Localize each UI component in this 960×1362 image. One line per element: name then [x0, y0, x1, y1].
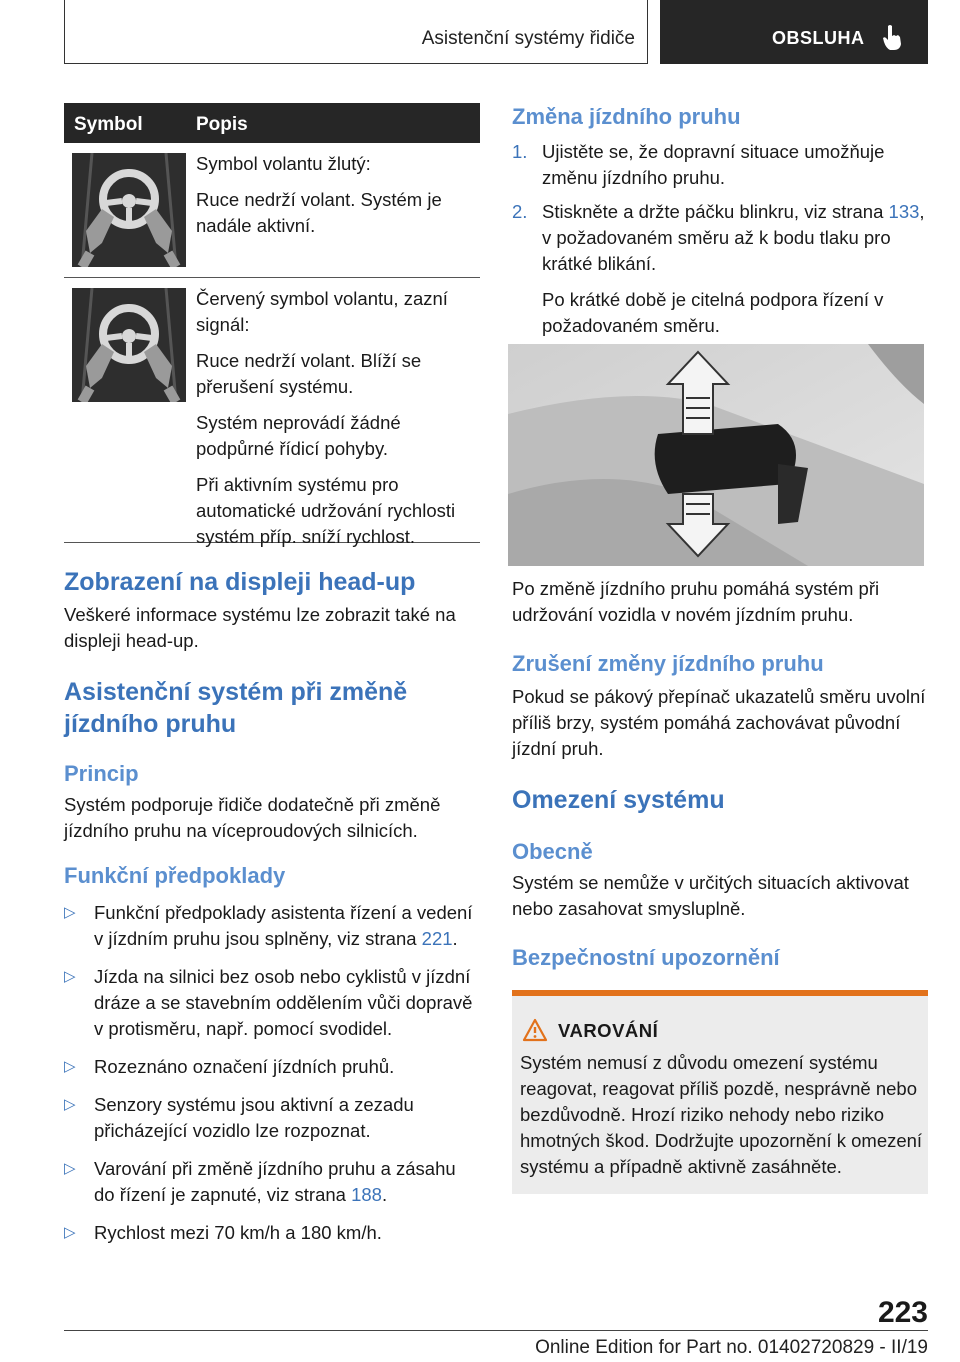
triangle-bullet-icon: ▷ [64, 904, 76, 921]
table-header-symbol: Symbol [74, 114, 143, 135]
triangle-bullet-icon: ▷ [64, 1058, 76, 1075]
step2-note: Po krátké době je citelná podpora řízení v požadovaném směru. [542, 289, 884, 336]
header-section-tab [660, 0, 928, 64]
header-left-box [64, 0, 648, 64]
page-ref-link[interactable]: 188 [351, 1184, 382, 1205]
row2-line1: Červený symbol volantu, zazní signál: [196, 288, 448, 335]
requirements-list [64, 900, 480, 1246]
hand-pointer-icon [882, 24, 904, 52]
row2-line3: Systém neprovádí žádné podpůrné řídicí pohyby. [196, 412, 401, 459]
steering-wheel-red-icon [72, 288, 186, 402]
after-text: Po změně jízdního pruhu pomáhá systém při udržování vozidla v novém jízdním pruhu. [512, 578, 880, 625]
lane-heading: Asistenční systém při změně jízdního pruhu [64, 678, 408, 738]
turn-signal-lever-image [508, 344, 924, 566]
list-item: ▷ Rychlost mezi 70 km/h a 180 km/h. [64, 1220, 480, 1246]
table-row [64, 143, 480, 278]
change-lane-section [512, 103, 926, 347]
list-item: 2. Stiskněte a držte páčku blinkru, viz strana 133, v požadovaném směru až k bodu tlaku pro krátké blikání. Po krátké době je citelná podpora řízení v požadovaném směru. [512, 199, 926, 339]
hud-text: Veškeré informace systému lze zobrazit také na displeji head-up. [64, 604, 456, 651]
page-number: 223 [877, 1296, 928, 1329]
list-item: ▷ Jízda na silnici bez osob nebo cyklistů v jízdní dráze a se stavebním oddělením vůči dopravě v protisměru, např. pomocí svodidel. [64, 966, 473, 1039]
warning-box [512, 990, 928, 1194]
requirements-heading: Funkční předpoklady [64, 863, 286, 888]
triangle-bullet-icon: ▷ [64, 968, 76, 985]
general-heading: Obecně [512, 839, 593, 864]
after-text-block [512, 576, 926, 972]
limits-heading: Omezení systému [512, 786, 725, 814]
page-ref-link[interactable]: 133 [888, 201, 920, 222]
table-header-description: Popis [196, 114, 248, 135]
footer-divider [64, 1330, 928, 1331]
hud-heading: Zobrazení na displeji head-up [64, 568, 416, 596]
triangle-bullet-icon: ▷ [64, 1224, 76, 1241]
footer-edition: Online Edition for Part no. 01402720829 - II/19 [535, 1337, 928, 1358]
principle-heading: Princip [64, 761, 139, 786]
table-row [64, 278, 480, 547]
symbol-table [64, 103, 480, 547]
row1-line2: Ruce nedrží volant. Systém je nadále aktivní. [196, 189, 442, 236]
warning-text: Systém nemusí z důvodu omezení systému reagovat, reagovat příliš pozdě, nesprávně nebo bezdůvodně. Hrozí riziko nehody nebo riziko hmotných škod. Dodržujte upozornění k omezení systému a případně aktivně zasáhněte. [520, 1052, 923, 1177]
warning-triangle-icon [522, 1018, 548, 1042]
row2-line2: Ruce nedrží volant. Blíží se přerušení systému. [196, 350, 422, 397]
list-item: ▷ Senzory systému jsou aktivní a zezadu přicházející vozidlo lze rozpoznat. [64, 1094, 414, 1141]
row1-line1: Symbol volantu žlutý: [196, 153, 371, 174]
cancel-text: Pokud se pákový přepínač ukazatelů směru uvolní příliš brzy, systém pomáhá zachovávat původní jízdní pruh. [512, 686, 926, 759]
table-header [64, 103, 480, 143]
page-ref-link[interactable]: 221 [421, 928, 453, 949]
triangle-bullet-icon: ▷ [64, 1160, 76, 1177]
steps-list [512, 139, 926, 339]
warning-title: VAROVÁNÍ [558, 1020, 659, 1041]
list-item: 1. Ujistěte se, že dopravní situace umožňuje změnu jízdního pruhu. [512, 141, 885, 188]
hud-section [64, 566, 480, 654]
header-title: Asistenční systémy řidiče [421, 28, 635, 49]
safety-heading: Bezpečnostní upozornění [512, 945, 780, 970]
header-section-label: OBSLUHA [772, 28, 865, 48]
triangle-bullet-icon: ▷ [64, 1096, 76, 1113]
list-item: ▷ Funkční předpoklady asistenta řízení a vedení v jízdním pruhu jsou splněny, viz strana 221. [64, 902, 473, 949]
steering-wheel-yellow-icon [72, 153, 186, 267]
row2-line4: Při aktivním systému pro automatické udržování rychlosti systém příp. sníží rychlost. [196, 474, 456, 547]
principle-text: Systém podporuje řidiče dodatečně při změně jízdního pruhu na víceproudových silnicích. [64, 794, 441, 841]
change-heading: Změna jízdního pruhu [512, 104, 741, 129]
lane-change-section [64, 676, 480, 1258]
list-item: ▷ Varování při změně jízdního pruhu a zásahu do řízení je zapnuté, viz strana 188. [64, 1158, 456, 1205]
cancel-heading: Zrušení změny jízdního pruhu [512, 651, 824, 676]
list-item: ▷ Rozeznáno označení jízdních pruhů. [64, 1054, 480, 1080]
general-text: Systém se nemůže v určitých situacích aktivovat nebo zasahovat smysluplně. [512, 872, 909, 919]
